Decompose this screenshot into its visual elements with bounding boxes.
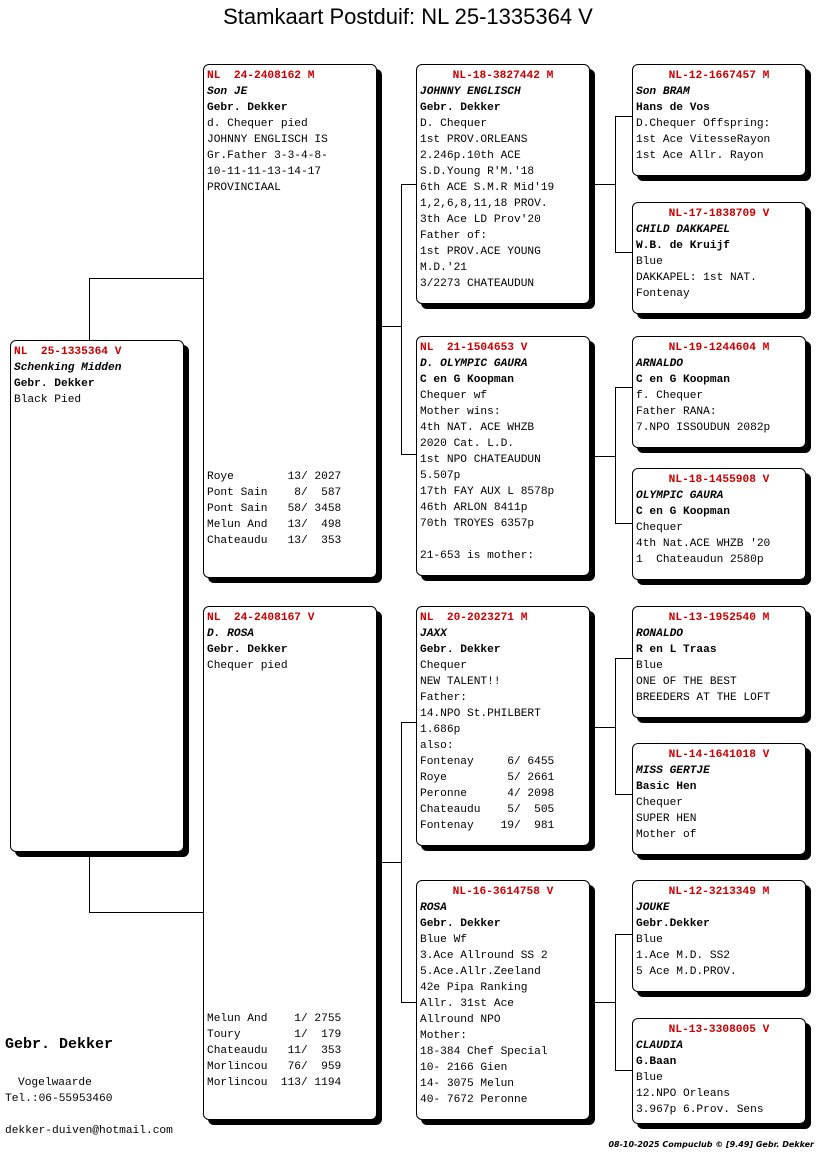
info-line: S.D.Young R'M.'18: [420, 166, 535, 178]
ring-number: NL-19-1244604 M: [668, 342, 770, 354]
info-line: Mother wins:: [420, 406, 501, 418]
ring-number: NL-16-3614758 V: [452, 886, 554, 898]
ring-number: NL 25-1335364 V: [14, 346, 122, 358]
result-line: Chateaudu 11/ 353: [207, 1045, 342, 1057]
info-line: 1st PROV.ACE YOUNG: [420, 246, 541, 258]
info-line: 21-653 is mother:: [420, 550, 535, 562]
pigeon-card-fmm: [632, 468, 806, 580]
connector-line: [89, 852, 90, 912]
pigeon-card-father-father: [416, 64, 590, 304]
breeder-name: Gebr.Dekker: [636, 918, 710, 930]
ring-number: NL-14-1641018 V: [668, 749, 770, 761]
owner-name: Gebr. Dekker: [5, 1036, 114, 1053]
info-line: Father:: [420, 692, 467, 704]
info-line: 1,2,6,8,11,18 PROV.: [420, 198, 548, 210]
owner-village: Vogelwaarde: [18, 1077, 92, 1089]
ring-number: NL-12-1667457 M: [668, 70, 770, 82]
info-line: 1st PROV.ORLEANS: [420, 134, 528, 146]
pigeon-card-mother-father: [416, 606, 590, 846]
info-line: Allr. 31st Ace: [420, 998, 514, 1010]
info-line: 5.Ace.Allr.Zeeland: [420, 966, 541, 978]
race-results: [207, 1011, 373, 1091]
pigeon-name: JOHNNY ENGLISCH: [420, 86, 521, 98]
info-line: 7.NPO ISSOUDUN 2082p: [636, 422, 771, 434]
connector-line: [615, 794, 632, 795]
breeder-name: Basic Hen: [636, 781, 697, 793]
pigeon-name: Schenking Midden: [14, 362, 122, 374]
info-line: SUPER HEN: [636, 813, 697, 825]
pigeon-name: D. OLYMPIC GAURA: [420, 358, 528, 370]
info-line: 4th Nat.ACE WHZB '20: [636, 538, 771, 550]
info-line: Fontenay 19/ 981: [420, 820, 555, 832]
connector-line: [615, 116, 616, 252]
info-line: 70th TROYES 6357p: [420, 518, 535, 530]
connector-line: [615, 1070, 632, 1071]
info-line: Chequer: [636, 797, 683, 809]
connector-line: [401, 184, 417, 185]
pigeon-name: CLAUDIA: [636, 1040, 683, 1052]
info-line: 1 Chateaudun 2580p: [636, 554, 764, 566]
pigeon-card-mother-mother: [416, 880, 590, 1120]
result-line: Morlincou 76/ 959: [207, 1061, 342, 1073]
pigeon-card-fmf: [632, 336, 806, 448]
pigeon-name: OLYMPIC GAURA: [636, 490, 724, 502]
pigeon-name: JOUKE: [636, 902, 670, 914]
connector-line: [615, 658, 632, 659]
info-line: d. Chequer pied: [207, 118, 308, 130]
owner-phone: Tel.:06-55953460: [5, 1093, 113, 1105]
info-line: 42e Pipa Ranking: [420, 982, 528, 994]
info-line: 1st Ace Allr. Rayon: [636, 150, 764, 162]
info-line: 12.NPO Orleans: [636, 1088, 730, 1100]
connector-line: [89, 278, 204, 279]
result-line: Melun And 13/ 498: [207, 519, 342, 531]
info-line: 3/2273 CHATEAUDUN: [420, 278, 535, 290]
breeder-name: C en G Koopman: [636, 374, 730, 386]
info-line: f. Chequer: [636, 390, 704, 402]
connector-line: [380, 326, 402, 327]
result-line: Pont Sain 58/ 3458: [207, 503, 342, 515]
pigeon-card-father: [203, 64, 377, 578]
breeder-name: Gebr. Dekker: [420, 918, 501, 930]
info-line: [420, 532, 586, 548]
connector-line: [592, 1002, 616, 1003]
info-line: 14.NPO St.PHILBERT: [420, 708, 541, 720]
info-line: Blue Wf: [420, 934, 467, 946]
connector-line: [615, 252, 632, 253]
pigeon-name: Son JE: [207, 86, 248, 98]
owner-email: dekker-duiven@hotmail.com: [5, 1125, 173, 1137]
breeder-name: Hans de Vos: [636, 102, 710, 114]
info-line: Mother of: [636, 829, 697, 841]
info-line: Father RANA:: [636, 406, 717, 418]
connector-line: [592, 184, 616, 185]
info-line: Allround NPO: [420, 1014, 501, 1026]
pigeon-card-mfm: [632, 743, 806, 855]
info-line: D. Chequer: [420, 118, 488, 130]
ring-number: NL-17-1838709 V: [668, 208, 770, 220]
info-line: Father of:: [420, 230, 488, 242]
info-line: 10- 2166 Gien: [420, 1062, 508, 1074]
pigeon-card-father-mother: [416, 336, 590, 576]
connector-line: [401, 184, 402, 454]
info-line: 2.246p.10th ACE: [420, 150, 521, 162]
info-line: 46th ARLON 8411p: [420, 502, 528, 514]
info-line: Mother:: [420, 1030, 467, 1042]
pigeon-card-subject: [10, 340, 184, 852]
info-line: Chequer: [636, 522, 683, 534]
ring-number: NL 21-1504653 V: [420, 342, 528, 354]
pigeon-name: Son BRAM: [636, 86, 690, 98]
ring-number: NL 24-2408162 M: [207, 70, 315, 82]
footer-credit: 08-10-2025 Compuclub © [9.49] Gebr. Dekker: [608, 1140, 814, 1149]
breeder-name: R en L Traas: [636, 644, 717, 656]
pigeon-card-mff: [632, 606, 806, 718]
breeder-name: C en G Koopman: [636, 506, 730, 518]
info-line: Fontenay: [636, 288, 690, 300]
ring-number: NL 24-2408167 V: [207, 612, 315, 624]
connector-line: [615, 934, 632, 935]
connector-line: [401, 454, 417, 455]
pigeon-name: D. ROSA: [207, 628, 254, 640]
info-line: Chequer pied: [207, 660, 288, 672]
info-line: 4th NAT. ACE WHZB: [420, 422, 535, 434]
info-line: 1st Ace VitesseRayon: [636, 134, 771, 146]
info-line: Blue: [636, 934, 663, 946]
result-line: Melun And 1/ 2755: [207, 1013, 342, 1025]
connector-line: [401, 1002, 417, 1003]
result-line: Toury 1/ 179: [207, 1029, 342, 1041]
info-line: 17th FAY AUX L 8578p: [420, 486, 555, 498]
info-line: NEW TALENT!!: [420, 676, 501, 688]
connector-line: [592, 456, 616, 457]
info-line: 10-11-11-13-14-17: [207, 166, 322, 178]
connector-line: [592, 727, 616, 728]
pigeon-card-mother: [203, 606, 377, 1120]
info-line: Blue: [636, 660, 663, 672]
result-line: Roye 13/ 2027: [207, 471, 342, 483]
info-line: 5 Ace M.D.PROV.: [636, 966, 737, 978]
info-line: DAKKAPEL: 1st NAT.: [636, 272, 757, 284]
ring-number: NL-13-1952540 M: [668, 612, 770, 624]
info-line: Chequer wf: [420, 390, 488, 402]
info-line: 18-384 Chef Special: [420, 1046, 548, 1058]
connector-line: [615, 387, 632, 388]
breeder-name: W.B. de Kruijf: [636, 240, 730, 252]
ring-number: NL-12-3213349 M: [668, 886, 770, 898]
info-line: M.D.'21: [420, 262, 467, 274]
info-line: 2020 Cat. L.D.: [420, 438, 514, 450]
info-line: 5.507p: [420, 470, 461, 482]
connector-line: [401, 722, 417, 723]
info-line: D.Chequer Offspring:: [636, 118, 771, 130]
pigeon-name: CHILD DAKKAPEL: [636, 224, 730, 236]
info-line: Peronne 4/ 2098: [420, 788, 555, 800]
connector-line: [380, 862, 402, 863]
connector-line: [401, 722, 402, 1002]
breeder-name: Gebr. Dekker: [207, 102, 288, 114]
breeder-name: C en G Koopman: [420, 374, 514, 386]
pigeon-name: JAXX: [420, 628, 447, 640]
info-line: ONE OF THE BEST: [636, 676, 737, 688]
connector-line: [615, 523, 632, 524]
connector-line: [615, 116, 632, 117]
info-line: 40- 7672 Peronne: [420, 1094, 528, 1106]
breeder-name: Gebr. Dekker: [420, 102, 501, 114]
info-line: 3.Ace Allround SS 2: [420, 950, 548, 962]
pigeon-card-ffm: [632, 202, 806, 314]
pigeon-card-fff: [632, 64, 806, 176]
ring-number: NL-18-3827442 M: [452, 70, 554, 82]
race-results: [207, 469, 373, 549]
info-line: Blue: [636, 1072, 663, 1084]
info-line: also:: [420, 740, 454, 752]
info-line: Black Pied: [14, 394, 82, 406]
info-line: 3.967p 6.Prov. Sens: [636, 1104, 764, 1116]
info-line: 1.686p: [420, 724, 461, 736]
pigeon-name: MISS GERTJE: [636, 765, 710, 777]
pigeon-name: ROSA: [420, 902, 447, 914]
info-line: Chequer: [420, 660, 467, 672]
ring-number: NL 20-2023271 M: [420, 612, 528, 624]
connector-line: [615, 934, 616, 1070]
info-line: 6th ACE S.M.R Mid'19: [420, 182, 555, 194]
pigeon-card-mmm: [632, 1018, 806, 1124]
result-line: Morlincou 113/ 1194: [207, 1077, 342, 1089]
info-line: BREEDERS AT THE LOFT: [636, 692, 771, 704]
ring-number: NL-13-3308005 V: [668, 1024, 770, 1036]
breeder-name: Gebr. Dekker: [14, 378, 95, 390]
connector-line: [89, 912, 204, 913]
info-line: Roye 5/ 2661: [420, 772, 555, 784]
result-line: Chateaudu 13/ 353: [207, 535, 342, 547]
info-line: 1.Ace M.D. SS2: [636, 950, 730, 962]
info-line: PROVINCIAAL: [207, 182, 281, 194]
info-line: Gr.Father 3-3-4-8-: [207, 150, 328, 162]
info-line: Fontenay 6/ 6455: [420, 756, 555, 768]
info-line: Blue: [636, 256, 663, 268]
breeder-name: Gebr. Dekker: [420, 644, 501, 656]
info-line: 14- 3075 Melun: [420, 1078, 514, 1090]
connector-line: [615, 387, 616, 523]
info-line: JOHNNY ENGLISCH IS: [207, 134, 328, 146]
breeder-name: Gebr. Dekker: [207, 644, 288, 656]
info-line: Chateaudu 5/ 505: [420, 804, 555, 816]
page-title: Stamkaart Postduif: NL 25-1335364 V: [223, 4, 593, 29]
breeder-name: G.Baan: [636, 1056, 677, 1068]
result-line: Pont Sain 8/ 587: [207, 487, 342, 499]
pigeon-name: RONALDO: [636, 628, 683, 640]
info-line: 1st NPO CHATEAUDUN: [420, 454, 541, 466]
info-line: 3th Ace LD Prov'20: [420, 214, 541, 226]
pigeon-card-mmf: [632, 880, 806, 992]
connector-line: [89, 278, 90, 340]
ring-number: NL-18-1455908 V: [668, 474, 770, 486]
connector-line: [615, 658, 616, 794]
pigeon-name: ARNALDO: [636, 358, 683, 370]
